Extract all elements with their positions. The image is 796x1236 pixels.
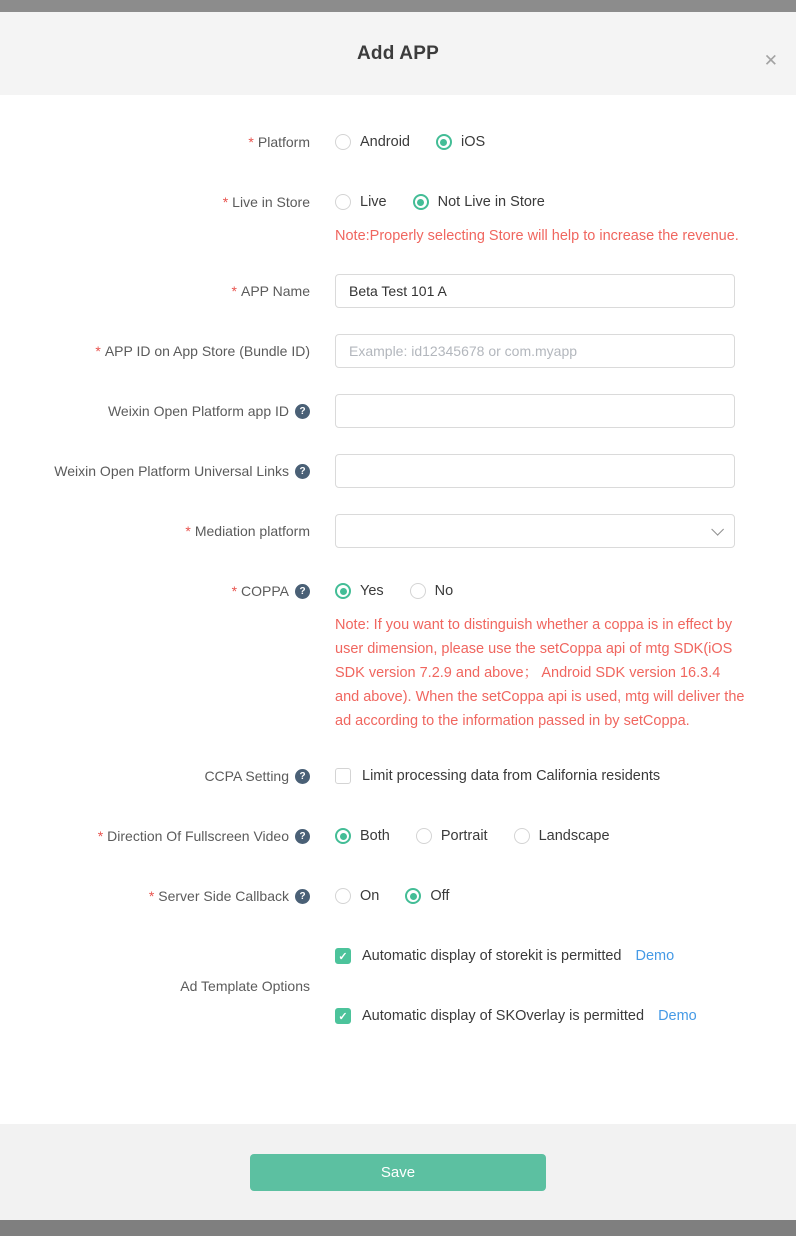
weixin-universal-links-input[interactable] (335, 454, 735, 488)
platform-radio-ios[interactable]: iOS (436, 134, 485, 150)
form-row-app-name (0, 274, 796, 308)
platform-radio-group (335, 125, 796, 159)
modal-footer (0, 1124, 796, 1220)
form-row-app-id (0, 334, 796, 368)
form-row-direction (0, 819, 796, 853)
modal-header (0, 12, 796, 95)
live-radio-not-live[interactable]: Not Live in Store (413, 194, 545, 210)
weixin-universal-links-label: Weixin Open Platform Universal Links ? (0, 454, 310, 488)
help-icon[interactable]: ? (295, 464, 310, 479)
form-row-ad-template (0, 939, 796, 1033)
live-in-store-radio-group (335, 185, 796, 219)
skoverlay-checkbox[interactable]: ✓ Automatic display of SKOverlay is permitted (335, 1008, 644, 1024)
coppa-radio-group (335, 574, 796, 608)
coppa-label: * COPPA ? (0, 574, 310, 608)
page-background-bottom (0, 1220, 796, 1236)
form-row-weixin-app-id (0, 394, 796, 428)
server-callback-radio-group (335, 879, 796, 913)
radio-icon (413, 194, 429, 210)
required-asterisk: * (95, 343, 101, 359)
mediation-platform-label: * Mediation platform (185, 523, 310, 539)
direction-label: * Direction Of Fullscreen Video ? (0, 819, 310, 853)
server-callback-label: * Server Side Callback ? (0, 879, 310, 913)
form-row-platform (0, 125, 796, 159)
direction-radio-portrait[interactable]: Portrait (416, 828, 488, 844)
live-in-store-label: * Live in Store (222, 194, 310, 210)
help-icon[interactable]: ? (295, 584, 310, 599)
live-in-store-note: Note:Properly selecting Store will help to increase the revenue. (335, 228, 739, 244)
chevron-down-icon (711, 523, 724, 536)
checkbox-check-icon: ✓ (335, 1008, 351, 1024)
save-button[interactable]: Save (250, 1154, 546, 1191)
platform-label: * Platform (248, 134, 310, 150)
required-asterisk: * (148, 888, 155, 904)
storekit-demo-link[interactable]: Demo (635, 948, 675, 964)
add-app-modal (0, 12, 796, 1220)
radio-icon (416, 828, 432, 844)
radio-icon (335, 828, 351, 844)
close-icon[interactable]: ✕ (763, 51, 778, 70)
required-asterisk: * (97, 828, 104, 844)
required-asterisk: * (231, 283, 237, 299)
radio-icon (436, 134, 452, 150)
ccpa-label: CCPA Setting ? (0, 759, 310, 793)
radio-icon (335, 888, 351, 904)
form-row-server-callback (0, 879, 796, 913)
help-icon[interactable]: ? (295, 404, 310, 419)
mediation-platform-select[interactable] (335, 514, 735, 548)
form-row-live-in-store (0, 185, 796, 248)
checkbox-icon (335, 768, 351, 784)
platform-radio-android[interactable]: Android (335, 134, 410, 150)
radio-icon (335, 583, 351, 599)
app-id-input[interactable] (335, 334, 735, 368)
add-app-form (0, 95, 796, 1124)
direction-radio-group (335, 819, 796, 853)
radio-icon (410, 583, 426, 599)
modal-title: Add APP (357, 42, 439, 64)
live-radio-live[interactable]: Live (335, 194, 387, 210)
ad-template-label: Ad Template Options (180, 978, 310, 994)
weixin-app-id-label: Weixin Open Platform app ID ? (0, 394, 310, 428)
server-callback-radio-on[interactable]: On (335, 888, 379, 904)
help-icon[interactable]: ? (295, 829, 310, 844)
form-row-ccpa (0, 759, 796, 793)
coppa-note: Note: If you want to distinguish whether a coppa is in effect by user dimension, please use the setCoppa api of mtg SDK(iOS SDK version 7.2.9 and above； Android SDK version 16.3.4 and above). When the setCoppa api is used, mtg will deliver the ad according to the information passed in by setCoppa. (335, 617, 745, 729)
weixin-app-id-input[interactable] (335, 394, 735, 428)
direction-radio-both[interactable]: Both (335, 828, 390, 844)
page-background-top (0, 0, 796, 12)
coppa-radio-yes[interactable]: Yes (335, 583, 384, 599)
form-row-coppa (0, 574, 796, 733)
storekit-checkbox[interactable]: ✓ Automatic display of storekit is permitted (335, 948, 622, 964)
server-callback-radio-off[interactable]: Off (405, 888, 449, 904)
ccpa-checkbox[interactable]: Limit processing data from California residents (335, 768, 660, 784)
help-icon[interactable]: ? (295, 889, 310, 904)
coppa-radio-no[interactable]: No (410, 583, 454, 599)
required-asterisk: * (231, 583, 238, 599)
required-asterisk: * (222, 194, 229, 210)
app-name-input[interactable] (335, 274, 735, 308)
required-asterisk: * (248, 134, 254, 150)
radio-icon (335, 194, 351, 210)
required-asterisk: * (185, 523, 191, 539)
radio-icon (405, 888, 421, 904)
radio-icon (335, 134, 351, 150)
app-id-label: * APP ID on App Store (Bundle ID) (95, 343, 310, 359)
form-row-mediation-platform (0, 514, 796, 548)
radio-icon (514, 828, 530, 844)
skoverlay-demo-link[interactable]: Demo (658, 1008, 697, 1024)
app-name-label: * APP Name (231, 283, 310, 299)
direction-radio-landscape[interactable]: Landscape (514, 828, 610, 844)
help-icon[interactable]: ? (295, 769, 310, 784)
form-row-weixin-universal-links (0, 454, 796, 488)
checkbox-check-icon: ✓ (335, 948, 351, 964)
